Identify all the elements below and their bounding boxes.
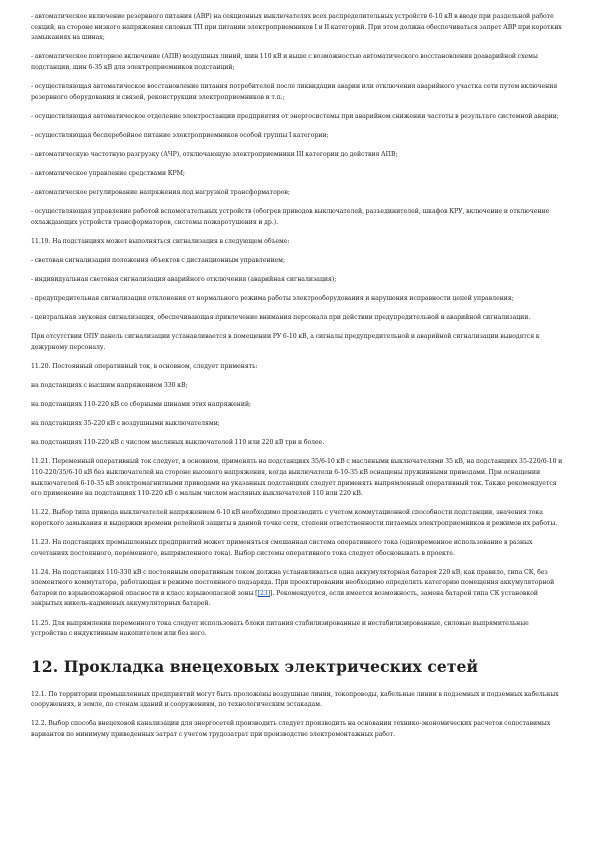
paragraph-apv: - автоматическое повторное включение (АПВ) воздушных линий, шин 110 кВ и выше с возможностью автоматического восстановления доаварийной схемы подстанции, шин 6-35 кВ для электроприемников подстанций; bbox=[31, 53, 538, 71]
paragraph-signal-position: - световая сигнализация положения объектов с дистанционным управлением; bbox=[31, 256, 286, 264]
paragraph-ups: - осуществляющая бесперебойное питание электроприемников особой группы I категории; bbox=[31, 131, 329, 139]
paragraph-12-2: 12.2. Выбор способа внецеховой канализации для энергосетей производить следует производить на основании технико-экономических расчетов сопоставимых вариантов по минимуму приведенных затрат с учетом трудозатрат при производстве электромонтажных работ. bbox=[31, 720, 551, 739]
paragraph-11-20: 11.20. Постоянный оперативный ток, в основном, следует применять: bbox=[31, 362, 258, 370]
paragraph-opu: При отсутствии ОПУ панель сигнализации устанавливается в помещении РУ 6-10 кВ, а сигналы предупредительной и аварийной сигнализации выводятся к дежурному персоналу. bbox=[31, 333, 540, 351]
paragraph-aux: - осуществляющая управление работой вспомогательных устройств (обогрев приводов выключателей, разъединителей, шкафов КРУ, включение и отключение охлаждающих устройств трансформаторов, системы пожаротушения и др.). bbox=[31, 208, 550, 226]
paragraph-11-22: 11.22. Выбор типа привода выключателей напряжением 6-10 кВ необходимо производить с учетом коммутационной способности подстанции, значения тока короткого замыкания и выдержки времени релейной защиты в данной точке сети, степени ответственности питаемых электроприемников и режимов их работы. bbox=[31, 509, 558, 527]
paragraph-11-19: 11.19. На подстанциях может выполняться сигнализация в следующем объеме: bbox=[31, 237, 290, 245]
paragraph-110-220-buses: на подстанциях 110-220 кВ со сборными шинами этих напряжений; bbox=[31, 401, 252, 409]
paragraph-signal-sound: - центральная звуковая сигнализация, обеспечивающая привлечение внимания персонала при действии предупредительной и аварийной сигнализации. bbox=[31, 314, 531, 322]
paragraph-11-25: 11.25. Для выпрямления переменного тока следует использовать блоки питания стабилизированные и нестабилизированные, силовые выпрямительные устройства с индуктивным накопителем или без него. bbox=[31, 619, 529, 638]
paragraph-separation: - осуществляющая автоматическое отделение электростанции предприятия от энергосистемы при аварийном снижении частоты в результате системной аварии; bbox=[31, 112, 559, 120]
paragraph-11-24-tail: ]. Рекомендуется, если имеется возможность, замена батарей типа СК установкой закрытых никель-кадмиевых аккумуляторных батарей. bbox=[31, 589, 539, 608]
paragraph-regulation: - автоматическое регулирование напряжения под нагрузкой трансформаторов; bbox=[31, 189, 290, 197]
section-heading: 12. Прокладка внецеховых электрических сетей bbox=[31, 656, 479, 676]
paragraph-restore: - осуществляющая автоматическое восстановление питания потребителей после ликвидации аварии или отключения аварийного участка сети путем включения резервного оборудования и связей, реконструкции электроприемников и т.п.; bbox=[31, 82, 558, 101]
paragraph-35-220: на подстанциях 35-220 кВ с воздушными выключателями; bbox=[31, 420, 220, 428]
paragraph-avr: - автоматическое включение резервного питания (АВР) на секционных выключателях всех распределительных устройств 6-10 кВ в вводе при раздельной работе секций, на стороне низкого напряжения силовых ТП при питании электроприемников I и II категорий. При этом должна обеспечиваться запрет АВР при коротких замыканиях на шинах; bbox=[31, 13, 562, 42]
reference-link[interactable]: [23] bbox=[257, 589, 271, 597]
paragraph-achr: - автоматическую частотную разгрузку (АЧР), отключающую электроприемники III категории до действия АПВ; bbox=[31, 150, 398, 158]
paragraph-krm: - автоматическое управление средствами КРМ; bbox=[31, 169, 185, 177]
paragraph-12-1: 12.1. По территории промышленных предприятий могут быть проложены воздушные линии, токопроводы, кабельные линии в подземных и подземных кабельных сооружениях, в земле, по стенам зданий и сооружениям, по технологическим эстакадам. bbox=[31, 690, 559, 709]
paragraph-signal-warning: - предупредительная сигнализация отклонения от нормального режима работы электрооборудования и нарушения исправности цепей управления; bbox=[31, 295, 514, 303]
paragraph-11-23: 11.23. На подстанциях промышленных предприятий может применяться смешанная система оперативного тока (одновременное использование в разных сочетаниях постоянного, переменного, выпрямленного тока). Выбор системы оперативного тока следует обосновывать в проекте. bbox=[31, 539, 533, 557]
paragraph-11-21: 11.21. Переменный оперативный ток следует, в основном, применять на подстанциях 35/6-10 кВ с масляными выключателями 35 кВ, на подстанциях 35-220/6-10 и 110-220/35/6-10 кВ без выключателей на стороне высокого напряжения, когда выключатели 6-10-35 кВ оснащены пружинными приводами. При оснащении выключателей 6-10-35 кВ электромагнитными приводами на указанных подстанциях следует применять выпрямленный оперативный ток. Также рекомендуется его применение на подстанциях 110-220 кВ с малым числом масляных выключателей 110 или 220 кВ. bbox=[31, 458, 563, 498]
paragraph-110-220-oil: на подстанциях 110-220 кВ с числом масляных выключателей 110 или 220 кВ три и более. bbox=[31, 439, 325, 447]
paragraph-330: на подстанциях с высшим напряжением 330 кВ; bbox=[31, 382, 188, 390]
paragraph-signal-emergency: - индивидуальная световая сигнализация аварийного отключения (аварийная сигнализация); bbox=[31, 276, 337, 283]
paragraph-11-24 bbox=[31, 568, 563, 610]
paragraph-11-24-text: 11.24. На подстанциях 110-330 кВ с постоянным оперативным током должна устанавливаться одна аккумуляторная батарея 220 кВ, как правило, типа СК, без элементного коммутатора, работающая в режиме постоянного подзаряда. При проектировании необходимо определять категорию помещения аккумуляторной батареи по взрывопожарной опасности и класс взрывоопасной зоны [ bbox=[31, 568, 555, 597]
